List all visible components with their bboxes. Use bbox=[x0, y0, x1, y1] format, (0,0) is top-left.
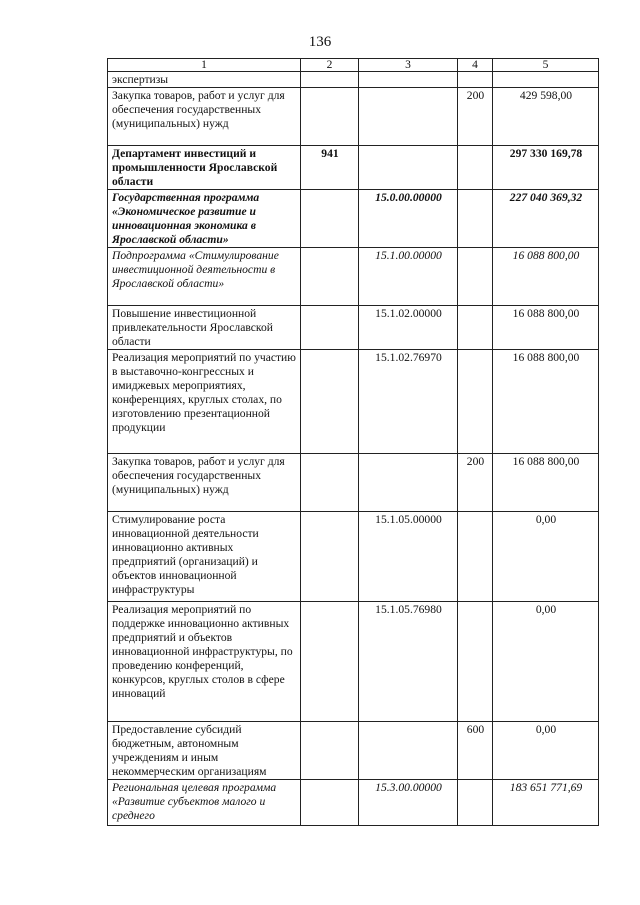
table-row bbox=[108, 454, 599, 512]
row-department-code-cell bbox=[301, 602, 359, 722]
row-expense-type-cell bbox=[458, 72, 493, 88]
row-target-item-code-cell: 15.1.00.00000 bbox=[359, 248, 458, 306]
column-header: 1 bbox=[108, 59, 301, 72]
row-amount-cell: 227 040 369,32 bbox=[493, 190, 599, 248]
row-target-item-code-cell: 15.1.02.76970 bbox=[359, 350, 458, 454]
row-amount-cell bbox=[493, 72, 599, 88]
row-expense-type-cell bbox=[458, 146, 493, 190]
row-expense-type-cell bbox=[458, 512, 493, 602]
row-name-cell: Региональная целевая программа «Развитие субъектов малого и среднего bbox=[108, 780, 301, 826]
row-expense-type-cell: 200 bbox=[458, 454, 493, 512]
page-number: 136 bbox=[308, 34, 332, 50]
table-row bbox=[108, 512, 599, 602]
row-amount-cell: 0,00 bbox=[493, 512, 599, 602]
row-amount-cell: 16 088 800,00 bbox=[493, 248, 599, 306]
row-amount-cell: 16 088 800,00 bbox=[493, 306, 599, 350]
table-row bbox=[108, 88, 599, 146]
row-expense-type-cell bbox=[458, 190, 493, 248]
row-amount-cell: 16 088 800,00 bbox=[493, 350, 599, 454]
column-header: 2 bbox=[301, 59, 359, 72]
row-name-cell: экспертизы bbox=[108, 72, 301, 88]
table-row bbox=[108, 306, 599, 350]
table-row bbox=[108, 780, 599, 826]
table-row bbox=[108, 190, 599, 248]
row-amount-cell: 0,00 bbox=[493, 602, 599, 722]
row-target-item-code-cell: 15.3.00.00000 bbox=[359, 780, 458, 826]
budget-table bbox=[107, 58, 599, 826]
row-name-cell: Стимулирование роста инновационной деятельности инновационно активных предприятий (организаций) и объектов инновационной инфраструктуры bbox=[108, 512, 301, 602]
row-expense-type-cell bbox=[458, 602, 493, 722]
row-name-cell: Закупка товаров, работ и услуг для обеспечения государственных (муниципальных) нужд bbox=[108, 88, 301, 146]
row-target-item-code-cell bbox=[359, 454, 458, 512]
row-name-cell: Департамент инвестиций и промышленности Ярославской области bbox=[108, 146, 301, 190]
table-row bbox=[108, 72, 599, 88]
row-department-code-cell bbox=[301, 350, 359, 454]
row-expense-type-cell bbox=[458, 350, 493, 454]
row-target-item-code-cell bbox=[359, 146, 458, 190]
row-amount-cell: 297 330 169,78 bbox=[493, 146, 599, 190]
row-expense-type-cell: 600 bbox=[458, 722, 493, 780]
row-expense-type-cell: 200 bbox=[458, 88, 493, 146]
row-department-code-cell bbox=[301, 780, 359, 826]
row-target-item-code-cell bbox=[359, 88, 458, 146]
table-row bbox=[108, 146, 599, 190]
row-amount-cell: 16 088 800,00 bbox=[493, 454, 599, 512]
column-header: 3 bbox=[359, 59, 458, 72]
row-department-code-cell bbox=[301, 248, 359, 306]
table-row bbox=[108, 602, 599, 722]
row-name-cell: Повышение инвестиционной привлекательности Ярославской области bbox=[108, 306, 301, 350]
row-name-cell: Государственная программа «Экономическое развитие и инновационная экономика в Ярославской области» bbox=[108, 190, 301, 248]
row-name-cell: Подпрограмма «Стимулирование инвестиционной деятельности в Ярославской области» bbox=[108, 248, 301, 306]
row-amount-cell: 183 651 771,69 bbox=[493, 780, 599, 826]
table-header-row bbox=[108, 59, 599, 72]
row-department-code-cell bbox=[301, 88, 359, 146]
row-department-code-cell bbox=[301, 306, 359, 350]
row-target-item-code-cell: 15.1.05.00000 bbox=[359, 512, 458, 602]
row-amount-cell: 429 598,00 bbox=[493, 88, 599, 146]
row-name-cell: Предоставление субсидий бюджетным, автономным учреждениям и иным некоммерческим организациям bbox=[108, 722, 301, 780]
row-target-item-code-cell: 15.1.05.76980 bbox=[359, 602, 458, 722]
row-name-cell: Закупка товаров, работ и услуг для обеспечения государственных (муниципальных) нужд bbox=[108, 454, 301, 512]
row-department-code-cell bbox=[301, 72, 359, 88]
row-department-code-cell: 941 bbox=[301, 146, 359, 190]
row-department-code-cell bbox=[301, 722, 359, 780]
row-target-item-code-cell: 15.1.02.00000 bbox=[359, 306, 458, 350]
table-row bbox=[108, 722, 599, 780]
row-target-item-code-cell bbox=[359, 722, 458, 780]
row-expense-type-cell bbox=[458, 780, 493, 826]
table-row bbox=[108, 350, 599, 454]
row-amount-cell: 0,00 bbox=[493, 722, 599, 780]
row-department-code-cell bbox=[301, 190, 359, 248]
row-department-code-cell bbox=[301, 512, 359, 602]
column-header: 5 bbox=[493, 59, 599, 72]
row-department-code-cell bbox=[301, 454, 359, 512]
row-name-cell: Реализация мероприятий по поддержке инновационно активных предприятий и объектов инновационной инфраструктуры, по проведению конференций, конкурсов, круглых столов в сфере инноваций bbox=[108, 602, 301, 722]
row-expense-type-cell bbox=[458, 306, 493, 350]
row-target-item-code-cell bbox=[359, 72, 458, 88]
table-row bbox=[108, 248, 599, 306]
column-header: 4 bbox=[458, 59, 493, 72]
row-name-cell: Реализация мероприятий по участию в выставочно-конгрессных и имиджевых мероприятиях, конференциях, круглых столах, по изготовлению презентационной продукции bbox=[108, 350, 301, 454]
row-expense-type-cell bbox=[458, 248, 493, 306]
row-target-item-code-cell: 15.0.00.00000 bbox=[359, 190, 458, 248]
